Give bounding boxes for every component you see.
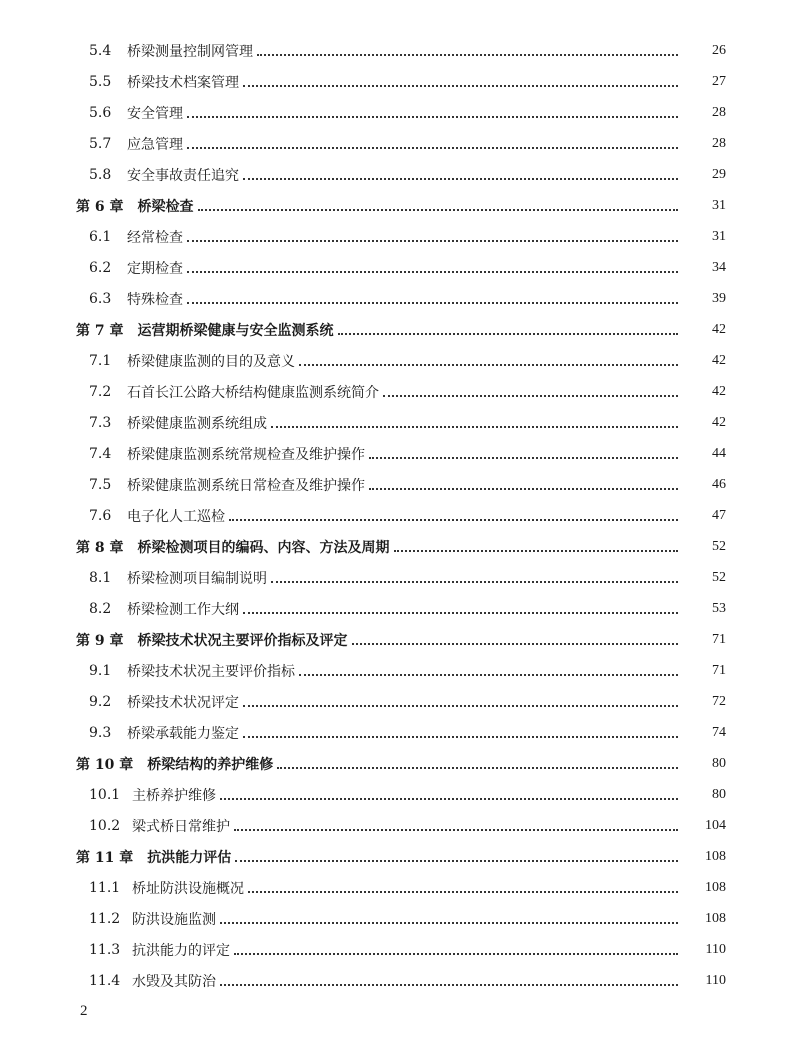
entry-title-wrap bbox=[127, 258, 682, 278]
page-ref: 31 bbox=[712, 197, 726, 213]
entry-title-wrap bbox=[76, 537, 682, 557]
entry-title-wrap bbox=[127, 568, 682, 588]
toc-section-row bbox=[0, 872, 790, 903]
section-number: 5.8 bbox=[89, 166, 112, 183]
dot-leader bbox=[187, 302, 678, 304]
entry-title-wrap bbox=[76, 847, 682, 867]
section-title: 电子化人工巡检 bbox=[127, 508, 225, 525]
page-ref: 80 bbox=[712, 755, 726, 771]
page-ref: 27 bbox=[712, 73, 726, 89]
page-ref: 34 bbox=[712, 259, 726, 275]
dot-leader bbox=[229, 519, 678, 521]
toc-section-row bbox=[0, 35, 790, 66]
toc-section-row bbox=[0, 345, 790, 376]
entry-title-wrap bbox=[127, 475, 682, 495]
entry-title-wrap bbox=[127, 599, 682, 619]
section-title: 防洪设施监测 bbox=[132, 911, 216, 928]
section-title: 安全事故责任追究 bbox=[127, 167, 239, 184]
dot-leader bbox=[234, 953, 678, 955]
chapter-label: 第 11 章 bbox=[76, 849, 134, 866]
section-number: 11.3 bbox=[89, 941, 121, 958]
entry-title-wrap bbox=[127, 134, 682, 154]
page-ref: 80 bbox=[712, 786, 726, 802]
section-title: 桥梁健康监测系统组成 bbox=[127, 415, 267, 432]
page-ref: 39 bbox=[712, 290, 726, 306]
dot-leader bbox=[277, 767, 678, 769]
section-title: 安全管理 bbox=[127, 105, 183, 122]
toc-chapter-row bbox=[0, 841, 790, 872]
entry-title-wrap bbox=[127, 692, 682, 712]
section-title: 特殊检查 bbox=[127, 291, 183, 308]
chapter-title: 桥梁结构的养护维修 bbox=[147, 756, 274, 773]
chapter-label: 第 10 章 bbox=[76, 756, 134, 773]
toc-chapter-row bbox=[0, 748, 790, 779]
dot-leader bbox=[338, 333, 679, 335]
chapter-title: 桥梁技术状况主要评价指标及评定 bbox=[137, 632, 348, 649]
toc-chapter-row bbox=[0, 314, 790, 345]
entry-title-wrap bbox=[127, 661, 682, 681]
toc-chapter-row bbox=[0, 531, 790, 562]
toc-section-row bbox=[0, 903, 790, 934]
dot-leader bbox=[187, 271, 678, 273]
toc-section-row bbox=[0, 438, 790, 469]
section-title: 桥梁健康监测系统常规检查及维护操作 bbox=[127, 446, 365, 463]
dot-leader bbox=[299, 364, 678, 366]
chapter-title: 抗洪能力评估 bbox=[147, 849, 232, 866]
page-ref: 42 bbox=[712, 352, 726, 368]
chapter-label: 第 7 章 bbox=[76, 322, 124, 339]
dot-leader bbox=[220, 984, 678, 986]
section-title: 主桥养护维修 bbox=[132, 787, 216, 804]
toc-section-row bbox=[0, 779, 790, 810]
section-number: 10.1 bbox=[89, 786, 121, 803]
entry-title-wrap bbox=[76, 630, 682, 650]
page-ref: 71 bbox=[712, 662, 726, 678]
section-number: 7.5 bbox=[89, 476, 112, 493]
chapter-label: 第 6 章 bbox=[76, 198, 124, 215]
toc-section-row bbox=[0, 221, 790, 252]
section-number: 5.6 bbox=[89, 104, 112, 121]
page-ref: 110 bbox=[705, 972, 726, 988]
section-number: 9.2 bbox=[89, 693, 112, 710]
section-title: 应急管理 bbox=[127, 136, 183, 153]
entry-title-wrap bbox=[76, 196, 682, 216]
page-ref: 108 bbox=[705, 879, 726, 895]
page-ref: 44 bbox=[712, 445, 726, 461]
section-number: 6.3 bbox=[89, 290, 112, 307]
section-title: 桥梁检测工作大纲 bbox=[127, 601, 239, 618]
section-title: 桥梁检测项目编制说明 bbox=[127, 570, 267, 587]
dot-leader bbox=[243, 612, 678, 614]
chapter-title: 桥梁检测项目的编码、内容、方法及周期 bbox=[137, 539, 390, 556]
dot-leader bbox=[271, 426, 678, 428]
section-title: 桥梁技术档案管理 bbox=[127, 74, 239, 91]
entry-title-wrap bbox=[127, 41, 682, 61]
section-number: 7.3 bbox=[89, 414, 112, 431]
page-ref: 74 bbox=[712, 724, 726, 740]
toc-chapter-row bbox=[0, 624, 790, 655]
section-number: 7.2 bbox=[89, 383, 112, 400]
section-title: 桥梁承载能力鉴定 bbox=[127, 725, 239, 742]
entry-title-wrap bbox=[132, 816, 682, 836]
chapter-title: 运营期桥梁健康与安全监测系统 bbox=[137, 322, 334, 339]
dot-leader bbox=[187, 240, 678, 242]
section-number: 11.1 bbox=[89, 879, 121, 896]
section-title: 桥梁测量控制网管理 bbox=[127, 43, 253, 60]
dot-leader bbox=[299, 674, 678, 676]
entry-title-wrap bbox=[127, 289, 682, 309]
dot-leader bbox=[243, 178, 678, 180]
page-ref: 29 bbox=[712, 166, 726, 182]
dot-leader bbox=[257, 54, 678, 56]
toc-section-row bbox=[0, 500, 790, 531]
section-title: 经常检查 bbox=[127, 229, 183, 246]
entry-title-wrap bbox=[132, 785, 682, 805]
toc-section-row bbox=[0, 97, 790, 128]
dot-leader bbox=[369, 488, 678, 490]
dot-leader bbox=[235, 860, 678, 862]
section-title: 桥梁技术状况主要评价指标 bbox=[127, 663, 295, 680]
section-number: 7.1 bbox=[89, 352, 112, 369]
toc-section-row bbox=[0, 562, 790, 593]
toc-section-row bbox=[0, 159, 790, 190]
chapter-label: 第 8 章 bbox=[76, 539, 124, 556]
section-number: 5.7 bbox=[89, 135, 112, 152]
dot-leader bbox=[243, 736, 678, 738]
chapter-title: 桥梁检查 bbox=[137, 198, 194, 215]
dot-leader bbox=[234, 829, 678, 831]
toc-section-row bbox=[0, 376, 790, 407]
toc-section-row bbox=[0, 810, 790, 841]
section-number: 5.4 bbox=[89, 42, 112, 59]
toc-section-row bbox=[0, 283, 790, 314]
section-number: 6.2 bbox=[89, 259, 112, 276]
section-title: 水毁及其防治 bbox=[132, 973, 216, 990]
dot-leader bbox=[394, 550, 679, 552]
section-title: 桥梁健康监测的目的及意义 bbox=[127, 353, 295, 370]
dot-leader bbox=[243, 85, 678, 87]
dot-leader bbox=[187, 116, 678, 118]
toc-section-row bbox=[0, 407, 790, 438]
section-title: 桥址防洪设施概况 bbox=[132, 880, 244, 897]
page-ref: 31 bbox=[712, 228, 726, 244]
entry-title-wrap bbox=[127, 165, 682, 185]
section-number: 7.4 bbox=[89, 445, 112, 462]
page-ref: 28 bbox=[712, 104, 726, 120]
dot-leader bbox=[187, 147, 678, 149]
toc-section-row bbox=[0, 934, 790, 965]
page-ref: 110 bbox=[705, 941, 726, 957]
entry-title-wrap bbox=[127, 506, 682, 526]
page-ref: 46 bbox=[712, 476, 726, 492]
page-ref: 28 bbox=[712, 135, 726, 151]
toc-section-row bbox=[0, 252, 790, 283]
dot-leader bbox=[243, 705, 678, 707]
entry-title-wrap bbox=[127, 351, 682, 371]
toc-section-row bbox=[0, 469, 790, 500]
entry-title-wrap bbox=[127, 103, 682, 123]
section-title: 抗洪能力的评定 bbox=[132, 942, 230, 959]
page-ref: 52 bbox=[712, 569, 726, 585]
dot-leader bbox=[369, 457, 678, 459]
page-ref: 42 bbox=[712, 321, 726, 337]
entry-title-wrap bbox=[127, 72, 682, 92]
page-ref: 72 bbox=[712, 693, 726, 709]
dot-leader bbox=[248, 891, 678, 893]
section-number: 8.1 bbox=[89, 569, 112, 586]
section-number: 6.1 bbox=[89, 228, 112, 245]
page-number: 2 bbox=[80, 1003, 88, 1019]
dot-leader bbox=[198, 209, 679, 211]
toc-section-row bbox=[0, 655, 790, 686]
entry-title-wrap bbox=[127, 227, 682, 247]
page-ref: 52 bbox=[712, 538, 726, 554]
table-of-contents bbox=[0, 35, 790, 996]
entry-title-wrap bbox=[132, 909, 682, 929]
entry-title-wrap bbox=[132, 878, 682, 898]
entry-title-wrap bbox=[127, 382, 682, 402]
dot-leader bbox=[271, 581, 678, 583]
page-ref: 53 bbox=[712, 600, 726, 616]
toc-section-row bbox=[0, 66, 790, 97]
chapter-label: 第 9 章 bbox=[76, 632, 124, 649]
section-title: 梁式桥日常维护 bbox=[132, 818, 230, 835]
entry-title-wrap bbox=[132, 971, 682, 991]
page-ref: 108 bbox=[705, 848, 726, 864]
section-number: 9.3 bbox=[89, 724, 112, 741]
page-ref: 71 bbox=[712, 631, 726, 647]
section-number: 5.5 bbox=[89, 73, 112, 90]
section-number: 9.1 bbox=[89, 662, 112, 679]
entry-title-wrap bbox=[76, 320, 682, 340]
toc-section-row bbox=[0, 965, 790, 996]
page-ref: 42 bbox=[712, 383, 726, 399]
entry-title-wrap bbox=[127, 444, 682, 464]
toc-section-row bbox=[0, 717, 790, 748]
section-number: 10.2 bbox=[89, 817, 121, 834]
dot-leader bbox=[220, 922, 678, 924]
section-number: 11.2 bbox=[89, 910, 121, 927]
section-title: 定期检查 bbox=[127, 260, 183, 277]
entry-title-wrap bbox=[127, 723, 682, 743]
section-title: 桥梁技术状况评定 bbox=[127, 694, 239, 711]
section-number: 11.4 bbox=[89, 972, 121, 989]
toc-chapter-row bbox=[0, 190, 790, 221]
section-number: 7.6 bbox=[89, 507, 112, 524]
page-ref: 42 bbox=[712, 414, 726, 430]
section-title: 桥梁健康监测系统日常检查及维护操作 bbox=[127, 477, 365, 494]
dot-leader bbox=[352, 643, 679, 645]
toc-section-row bbox=[0, 593, 790, 624]
entry-title-wrap bbox=[132, 940, 682, 960]
toc-section-row bbox=[0, 686, 790, 717]
dot-leader bbox=[383, 395, 678, 397]
section-title: 石首长江公路大桥结构健康监测系统简介 bbox=[127, 384, 379, 401]
page-ref: 47 bbox=[712, 507, 726, 523]
page-ref: 26 bbox=[712, 42, 726, 58]
section-number: 8.2 bbox=[89, 600, 112, 617]
page-ref: 108 bbox=[705, 910, 726, 926]
dot-leader bbox=[220, 798, 678, 800]
toc-section-row bbox=[0, 128, 790, 159]
entry-title-wrap bbox=[127, 413, 682, 433]
entry-title-wrap bbox=[76, 754, 682, 774]
page-ref: 104 bbox=[705, 817, 726, 833]
